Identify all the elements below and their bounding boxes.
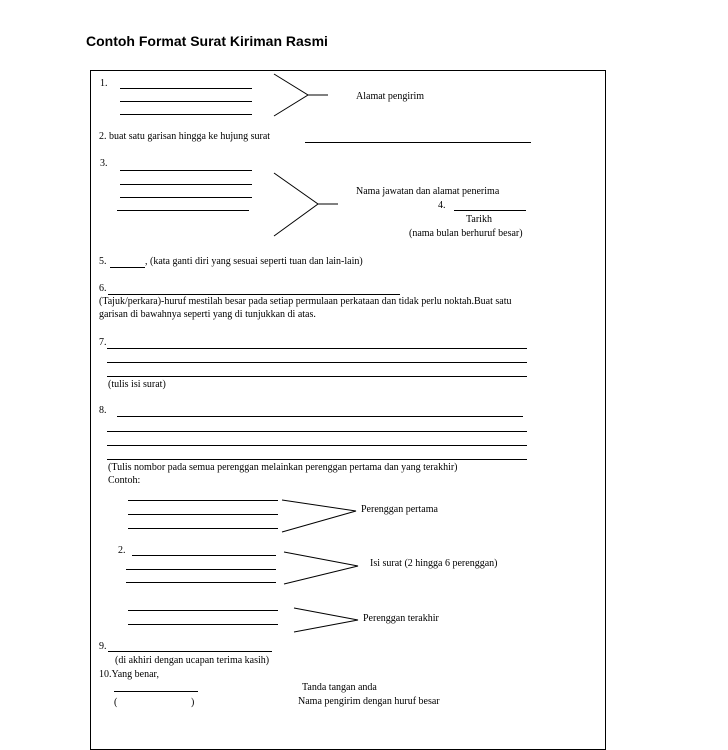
paragraph-line xyxy=(128,528,278,529)
item-6-number: 6. xyxy=(99,283,107,294)
paragraph-line xyxy=(128,514,278,515)
recipient-label: Nama jawatan dan alamat penerima xyxy=(356,186,500,197)
paragraph-line xyxy=(128,624,278,625)
paragraph-line xyxy=(126,569,276,570)
item-8-number: 8. xyxy=(99,405,107,416)
item-6-line-1: (Tajuk/perkara)-huruf mestilah besar pada setiap permulaan perkataan dan tidak perlu noktah.Buat satu xyxy=(99,296,512,307)
item-10-text: 10.Yang benar, xyxy=(99,669,159,680)
item-9-note: (di akhiri dengan ucapan terima kasih) xyxy=(115,655,270,666)
item-5-number: 5. xyxy=(99,256,107,267)
sender-name-label: Nama pengirim dengan huruf besar xyxy=(298,696,440,707)
content-line xyxy=(107,348,527,349)
sender-line xyxy=(120,101,252,102)
content-line xyxy=(107,431,527,432)
signature-line xyxy=(114,691,198,692)
content-paragraphs-label: Isi surat (2 hingga 6 perenggan) xyxy=(370,558,498,569)
paragraph-line xyxy=(132,555,276,556)
content-line xyxy=(107,459,527,460)
first-paragraph-label: Perenggan pertama xyxy=(361,504,438,515)
example-label: Contoh: xyxy=(108,475,141,486)
item-2-text: 2. buat satu garisan hingga ke hujung surat xyxy=(99,131,271,142)
sender-line xyxy=(120,88,252,89)
date-line xyxy=(454,210,526,211)
item-6-line-2: garisan di bawahnya seperti yang di tunjukkan di atas. xyxy=(99,309,316,320)
name-paren-close: ) xyxy=(191,697,195,708)
closing-line xyxy=(108,651,272,652)
item-1-number: 1. xyxy=(100,78,108,89)
letter-frame xyxy=(90,70,606,750)
paragraph-2-number: 2. xyxy=(118,545,126,556)
recipient-line xyxy=(120,170,252,171)
date-label: Tarikh xyxy=(466,214,492,225)
content-line xyxy=(107,445,527,446)
paragraph-line xyxy=(128,610,278,611)
content-line xyxy=(117,416,523,417)
paragraph-line xyxy=(128,500,278,501)
full-width-line xyxy=(305,142,531,143)
date-note: (nama bulan berhuruf besar) xyxy=(409,228,523,239)
content-line xyxy=(107,362,527,363)
item-7-note: (tulis isi surat) xyxy=(108,379,166,390)
item-3-number: 3. xyxy=(100,158,108,169)
paragraph-line xyxy=(126,582,276,583)
item-7-number: 7. xyxy=(99,337,107,348)
recipient-line xyxy=(120,184,252,185)
signature-label: Tanda tangan anda xyxy=(302,682,377,693)
content-line xyxy=(107,376,527,377)
item-9-number: 9. xyxy=(99,641,107,652)
sender-line xyxy=(120,114,252,115)
recipient-line xyxy=(120,197,252,198)
sender-address-label: Alamat pengirim xyxy=(356,91,425,102)
salutation-line xyxy=(110,267,145,268)
heading-line xyxy=(108,294,400,295)
page-title: Contoh Format Surat Kiriman Rasmi xyxy=(86,33,328,49)
item-4-number: 4. xyxy=(438,200,446,211)
name-paren-open: ( xyxy=(114,697,118,708)
last-paragraph-label: Perenggan terakhir xyxy=(363,613,439,624)
item-5-text: , (kata ganti diri yang sesuai seperti tuan dan lain-lain) xyxy=(145,256,363,267)
recipient-line xyxy=(117,210,249,211)
item-8-note: (Tulis nombor pada semua perenggan melainkan perenggan pertama dan yang terakhir) xyxy=(108,462,458,473)
